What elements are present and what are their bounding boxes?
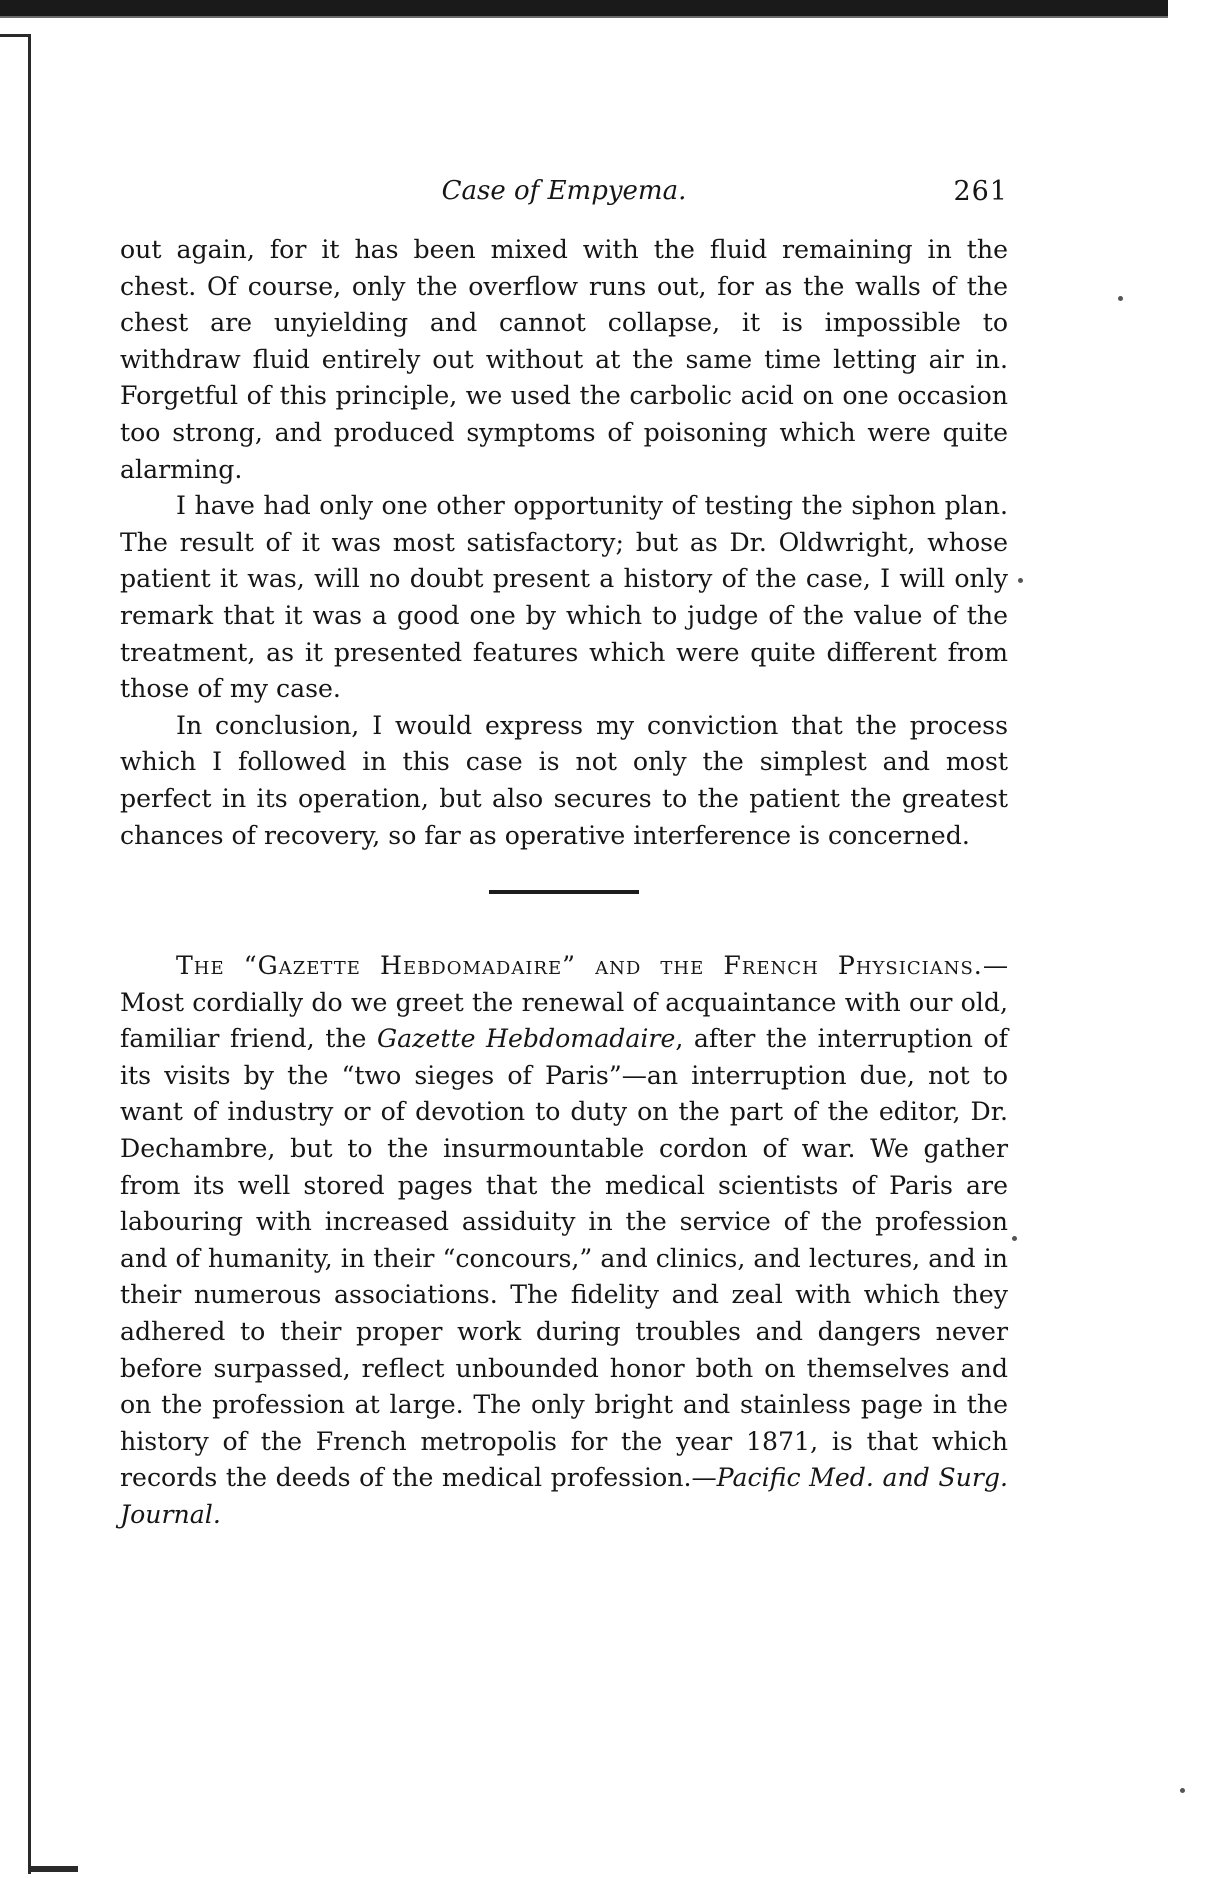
paragraph-siphon-plan: I have had only one other opportunity of testing the siphon plan. The result of it was most satisfactory; but as Dr. Oldwright, whose patient it was, will no doubt present a history of the case, I will only remark that it was a good one by which to judge of the value of the treatment, as it presented features which were quite different from those of my case.	[120, 491, 1008, 704]
section-divider	[489, 890, 639, 894]
page-number: 261	[953, 176, 1008, 207]
running-head	[120, 176, 1008, 210]
paragraph-conclusion: In conclusion, I would express my conviction that the process which I followed in this case is not only the simplest and most perfect in its operation, but also secures to the patient the greatest chances of recovery, so far as operative interference is concerned.	[120, 710, 1008, 850]
article-paragraph	[120, 948, 1008, 1534]
scan-top-border-shadow	[0, 16, 1168, 18]
article-body-intro: —Most cordially do we greet the renewal of acquaintance with our old, familiar friend, the	[120, 951, 1008, 1054]
scan-left-border-foot	[28, 1866, 78, 1872]
scan-speck	[1012, 1236, 1017, 1241]
article-body: , after the interruption of its visits by the “two sieges of Paris”—an interruption due, not to want of industry or of devotion to duty on the part of the editor, Dr. Dechambre, but to the insurmountable cordon of war. We gather from its well stored pages that the medical scientists of Paris are labouring with increased assiduity in the service of the profession and of humanity, in their “concours,” and clinics, and lectures, and in their numerous associations. The fidelity and zeal with which they adhered to their proper work during troubles and dangers never before surpassed, reflect unbounded honor both on themselves and on the profession at large. The only bright and stainless page in the history of the French metropolis for the year 1871, is that which records the deeds of the medical profession.—	[120, 1024, 1008, 1493]
scan-speck	[1018, 578, 1023, 583]
book-page	[120, 176, 1008, 1534]
article-heading: The “Gazette Hebdomadaire” and the French Physicians.	[176, 951, 983, 981]
scan-speck	[1118, 296, 1123, 301]
paragraph-continuation: out again, for it has been mixed with the fluid remaining in the chest. Of course, only the overflow runs out, for as the walls of the chest are unyielding and cannot collapse, it is impossible to withdraw fluid entirely out without at the same time letting air in. Forgetful of this principle, we used the carbolic acid on one occasion too strong, and produced symptoms of poisoning which were quite alarming.	[120, 235, 1008, 484]
running-title: Case of Empyema.	[441, 176, 687, 206]
journal-name: Gazette Hebdomadaire	[377, 1024, 676, 1054]
scan-left-border-cap	[0, 34, 28, 37]
scan-speck	[1180, 1788, 1185, 1793]
scan-left-border	[28, 34, 31, 1874]
scan-top-border	[0, 0, 1168, 16]
article-source: Pacific Med. and Surg. Journal.	[120, 1463, 1008, 1529]
